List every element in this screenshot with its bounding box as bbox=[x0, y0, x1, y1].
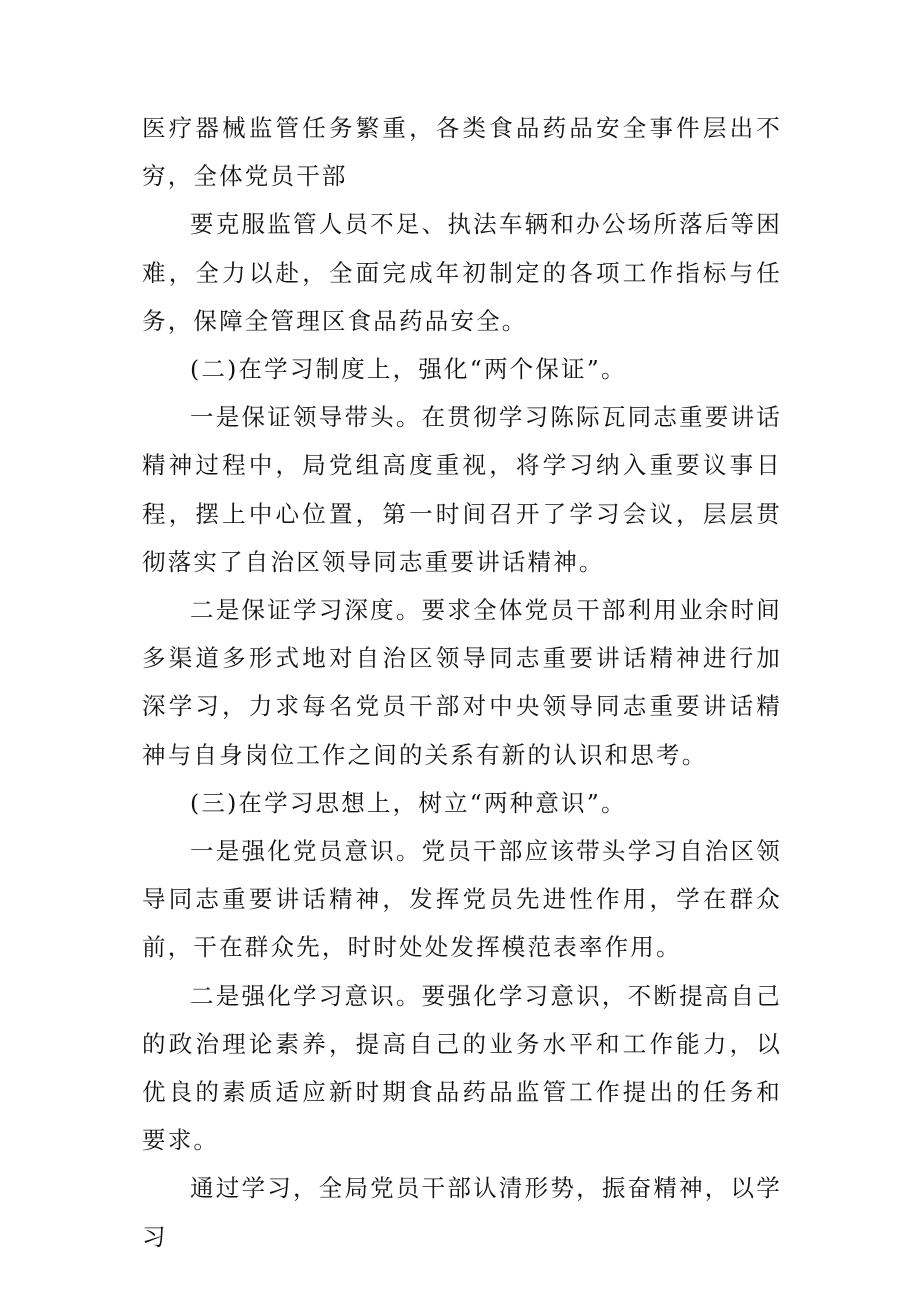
section-heading-3: (三)在学习思想上，树立“两种意识”。 bbox=[190, 788, 627, 817]
paragraph-4: 二是保证学习深度。要求全体党员干部利用业余时间多渠道多形式地对自治区领导同志重要讲话精神进行加深学习，力求每名党员干部对中央领导同志重要讲话精神与自身岗位工作之间的关系有新的认识和思考。 bbox=[142, 596, 782, 769]
paragraph-1: 医疗器械监管任务繁重，各类食品药品安全事件层出不穷，全体党员干部 bbox=[142, 114, 782, 191]
paragraph-2: 要克服监管人员不足、执法车辆和办公场所落后等困难，全力以赴，全面完成年初制定的各项工作指标与任务，保障全管理区食品药品安全。 bbox=[142, 210, 782, 335]
paragraph-3: 一是保证领导带头。在贯彻学习陈际瓦同志重要讲话精神过程中，局党组高度重视，将学习纳入重要议事日程，摆上中心位置，第一时间召开了学习会议，层层贯彻落实了自治区领导同志重要讲话精神。 bbox=[142, 403, 782, 576]
paragraph-5: 一是强化党员意识。党员干部应该带头学习自治区领导同志重要讲话精神，发挥党员先进性作用，学在群众前，干在群众先，时时处处发挥模范表率作用。 bbox=[142, 837, 782, 962]
paragraph-6: 二是强化学习意识。要强化学习意识，不断提高自己的政治理论素养，提高自己的业务水平和工作能力，以优良的素质适应新时期食品药品监管工作提出的任务和要求。 bbox=[142, 981, 782, 1155]
section-heading-2: (二)在学习制度上，强化“两个保证”。 bbox=[190, 355, 627, 384]
document-body bbox=[142, 104, 782, 1261]
paragraph-7: 通过学习，全局党员干部认清形势，振奋精神，以学习 bbox=[142, 1174, 782, 1251]
